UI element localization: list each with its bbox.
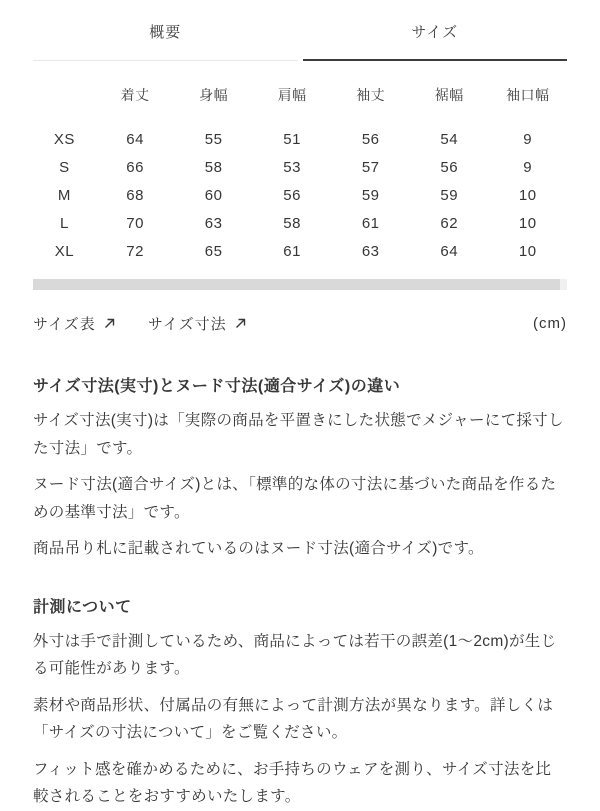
cell-value: 68: [126, 186, 144, 204]
cell-value: 10: [518, 242, 537, 260]
paragraph: フィット感を確かめるために、お手持ちのウェアを測り、サイズ寸法を比較されることをおすすめいたします。: [33, 760, 552, 805]
paragraph: 素材や商品形状、付属品の有無によって計測方法が異なります。詳しくは「サイズの寸法について」をご覧ください。: [33, 696, 554, 741]
table-row-s: [33, 153, 567, 181]
size-chart-link-label: サイズ表: [33, 316, 96, 333]
tab-bar: [33, 23, 567, 61]
external-link-arrow-icon: [234, 317, 247, 330]
horizontal-scrollbar[interactable]: [33, 279, 567, 290]
cell-value: 10: [518, 186, 537, 204]
cell-value: 56: [283, 186, 301, 204]
cell-value: 64: [126, 130, 144, 148]
row-label: XL: [54, 242, 75, 260]
col-header-hem-width: 裾幅: [434, 87, 464, 103]
cell-value: 63: [361, 242, 380, 260]
cell-value: 56: [440, 158, 459, 176]
row-label: XS: [53, 130, 75, 148]
size-table-header: [33, 85, 567, 105]
paragraph: サイズ寸法(実寸)は「実際の商品を平置きにした状態でメジャーにて採寸した寸法」です。: [33, 412, 564, 457]
cell-value: 62: [440, 214, 459, 232]
cell-value: 58: [204, 158, 223, 176]
col-header-sleeve-length: 袖丈: [356, 87, 386, 103]
size-measurement-link-label: サイズ寸法: [147, 316, 227, 333]
row-label: S: [59, 158, 70, 176]
size-table: [33, 85, 567, 290]
col-header-body-width: 身幅: [199, 87, 229, 103]
col-header-shoulder-width: 肩幅: [277, 87, 307, 103]
paragraph: 外寸は手で計測しているため、商品によっては若干の誤差(1〜2cm)が生じる可能性があります。: [33, 632, 557, 677]
links-row: [33, 313, 567, 334]
size-table-body: [33, 125, 567, 265]
cell-value: 58: [283, 214, 301, 232]
cell-value: 54: [440, 130, 459, 148]
table-row-xs: [33, 125, 567, 153]
cell-value: 56: [361, 130, 380, 148]
tab-size[interactable]: サイズ: [303, 23, 568, 61]
row-label: M: [57, 186, 71, 204]
cell-value: 64: [440, 242, 459, 260]
cell-value: 59: [361, 186, 380, 204]
cell-value: 57: [361, 158, 380, 176]
scrollbar-thumb[interactable]: [33, 279, 560, 290]
external-link-arrow-icon: [103, 317, 116, 330]
cell-value: 70: [126, 214, 144, 232]
cell-value: 65: [204, 242, 223, 260]
cell-value: 72: [126, 242, 144, 260]
cell-value: 63: [204, 214, 223, 232]
size-panel: [0, 23, 600, 811]
col-header-length: 着丈: [120, 87, 150, 103]
size-chart-link[interactable]: [33, 313, 116, 334]
cell-value: 66: [126, 158, 144, 176]
cell-value: 60: [204, 186, 223, 204]
unit-label: (cm): [533, 315, 567, 332]
cell-value: 61: [283, 242, 301, 260]
paragraph: 商品吊り札に記載されているのはヌード寸法(適合サイズ)です。: [33, 540, 484, 557]
cell-value: 9: [523, 130, 533, 148]
row-label: L: [59, 214, 69, 232]
cell-value: 53: [283, 158, 301, 176]
size-measurement-link[interactable]: [148, 313, 247, 334]
section-heading-size-difference: サイズ寸法(実寸)とヌード寸法(適合サイズ)の違い: [33, 378, 401, 395]
cell-value: 55: [204, 130, 223, 148]
table-row-xl: [33, 237, 567, 265]
paragraph: ヌード寸法(適合サイズ)とは、「標準的な体の寸法に基づいた商品を作るための基準寸法」です。: [33, 476, 557, 521]
cell-value: 59: [440, 186, 459, 204]
col-header-cuff-width: 袖口幅: [505, 87, 550, 103]
cell-value: 10: [518, 214, 537, 232]
table-row-l: [33, 209, 567, 237]
tab-overview[interactable]: 概要: [33, 23, 298, 61]
cell-value: 51: [283, 130, 301, 148]
cell-value: 9: [523, 158, 533, 176]
table-row-m: [33, 181, 567, 209]
cell-value: 61: [361, 214, 380, 232]
section-heading-measurement: 計測について: [33, 598, 132, 616]
